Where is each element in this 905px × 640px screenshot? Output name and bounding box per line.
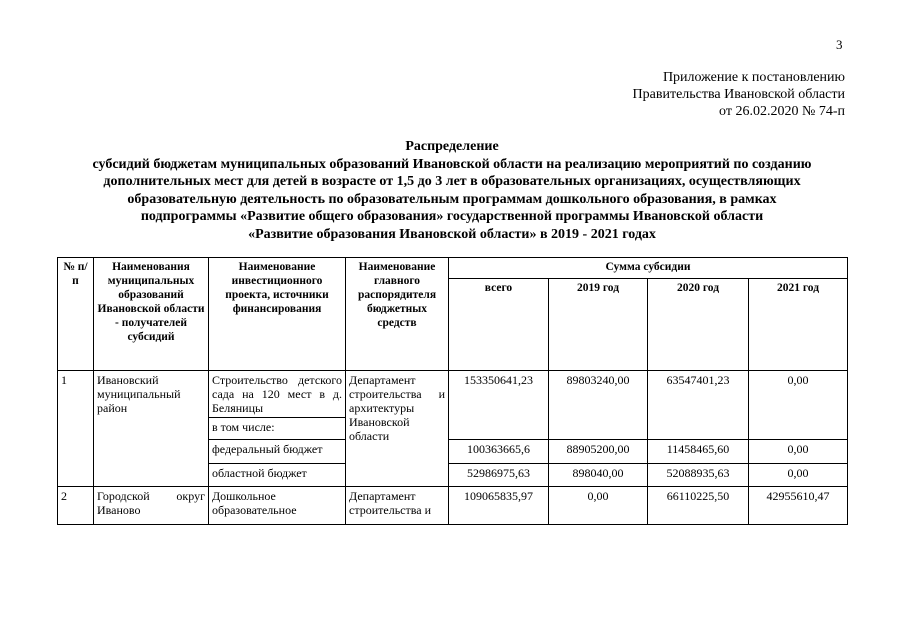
header-2019: 2019 год <box>549 279 648 371</box>
subrow-total: 52986975,63 <box>449 464 549 487</box>
row-num: 1 <box>58 371 94 487</box>
row-2020: 66110225,50 <box>648 487 749 525</box>
subsidy-table <box>57 257 848 525</box>
subrow-project: федеральный бюджет <box>209 440 346 464</box>
row-2019: 0,00 <box>549 487 648 525</box>
header-2020: 2020 год <box>648 279 749 371</box>
header-admin: Наименование главного распорядителя бюджетных средств <box>346 258 449 371</box>
subrow-2021: 0,00 <box>749 464 848 487</box>
row-2020: 63547401,23 <box>648 371 749 440</box>
row-municipality: Ивановский муниципальный район <box>94 371 209 487</box>
row-admin: Департамент строительства и архитектуры Ивановской области <box>346 371 449 487</box>
appendix-note <box>633 69 845 120</box>
subrow-project: в том числе: <box>209 418 346 440</box>
subrow-2019: 88905200,00 <box>549 440 648 464</box>
page-number: 3 <box>836 37 843 52</box>
table-header-row <box>58 258 848 279</box>
subrow-2020: 11458465,60 <box>648 440 749 464</box>
row-num: 2 <box>58 487 94 525</box>
row-project: Строительство детского сада на 120 мест в д. Беляницы <box>209 371 346 418</box>
subrow-project: областной бюджет <box>209 464 346 487</box>
title-line-5: подпрограммы «Развитие общего образования» государственной программы Ивановской области <box>140 209 764 224</box>
header-sum: Сумма субсидии <box>449 258 848 279</box>
title-line-4: образовательную деятельность по образовательным программам дошкольного образования, в рамках <box>127 191 777 207</box>
appendix-line-1: Приложение к постановлению <box>662 70 845 85</box>
title-line-1: Распределение <box>405 139 499 154</box>
row-admin: Департамент строительства и <box>346 487 449 525</box>
title-line-3: дополнительных мест для детей в возрасте от 1,5 до 3 лет в образовательных организациях, осуществляющих <box>103 174 801 189</box>
row-2019: 89803240,00 <box>549 371 648 440</box>
subrow-2020: 52088935,63 <box>648 464 749 487</box>
table-row <box>58 371 848 418</box>
header-num: № п/п <box>58 258 94 371</box>
row-2021: 0,00 <box>749 371 848 440</box>
header-2021: 2021 год <box>749 279 848 371</box>
header-municipality: Наименования муниципальных образований Ивановской области - получателей субсидий <box>94 258 209 371</box>
table-row <box>58 487 848 525</box>
row-2021: 42955610,47 <box>749 487 848 525</box>
subrow-2021: 0,00 <box>749 440 848 464</box>
row-project: Дошкольное образовательное <box>209 487 346 525</box>
subrow-total: 100363665,6 <box>449 440 549 464</box>
header-project: Наименование инвестиционного проекта, источники финансирования <box>209 258 346 371</box>
appendix-line-2: Правительства Ивановской области <box>632 87 845 102</box>
title-line-2: субсидий бюджетам муниципальных образований Ивановской области на реализацию мероприятий по созданию <box>92 156 812 172</box>
subrow-2019: 898040,00 <box>549 464 648 487</box>
row-municipality: Городской округ Иваново <box>94 487 209 525</box>
row-total: 153350641,23 <box>449 371 549 440</box>
document-title <box>52 138 852 243</box>
header-total: всего <box>449 279 549 371</box>
appendix-line-3: от 26.02.2020 № 74-п <box>719 104 845 119</box>
row-total: 109065835,97 <box>449 487 549 525</box>
title-line-6: «Развитие образования Ивановской области» в 2019 - 2021 годах <box>248 226 656 242</box>
